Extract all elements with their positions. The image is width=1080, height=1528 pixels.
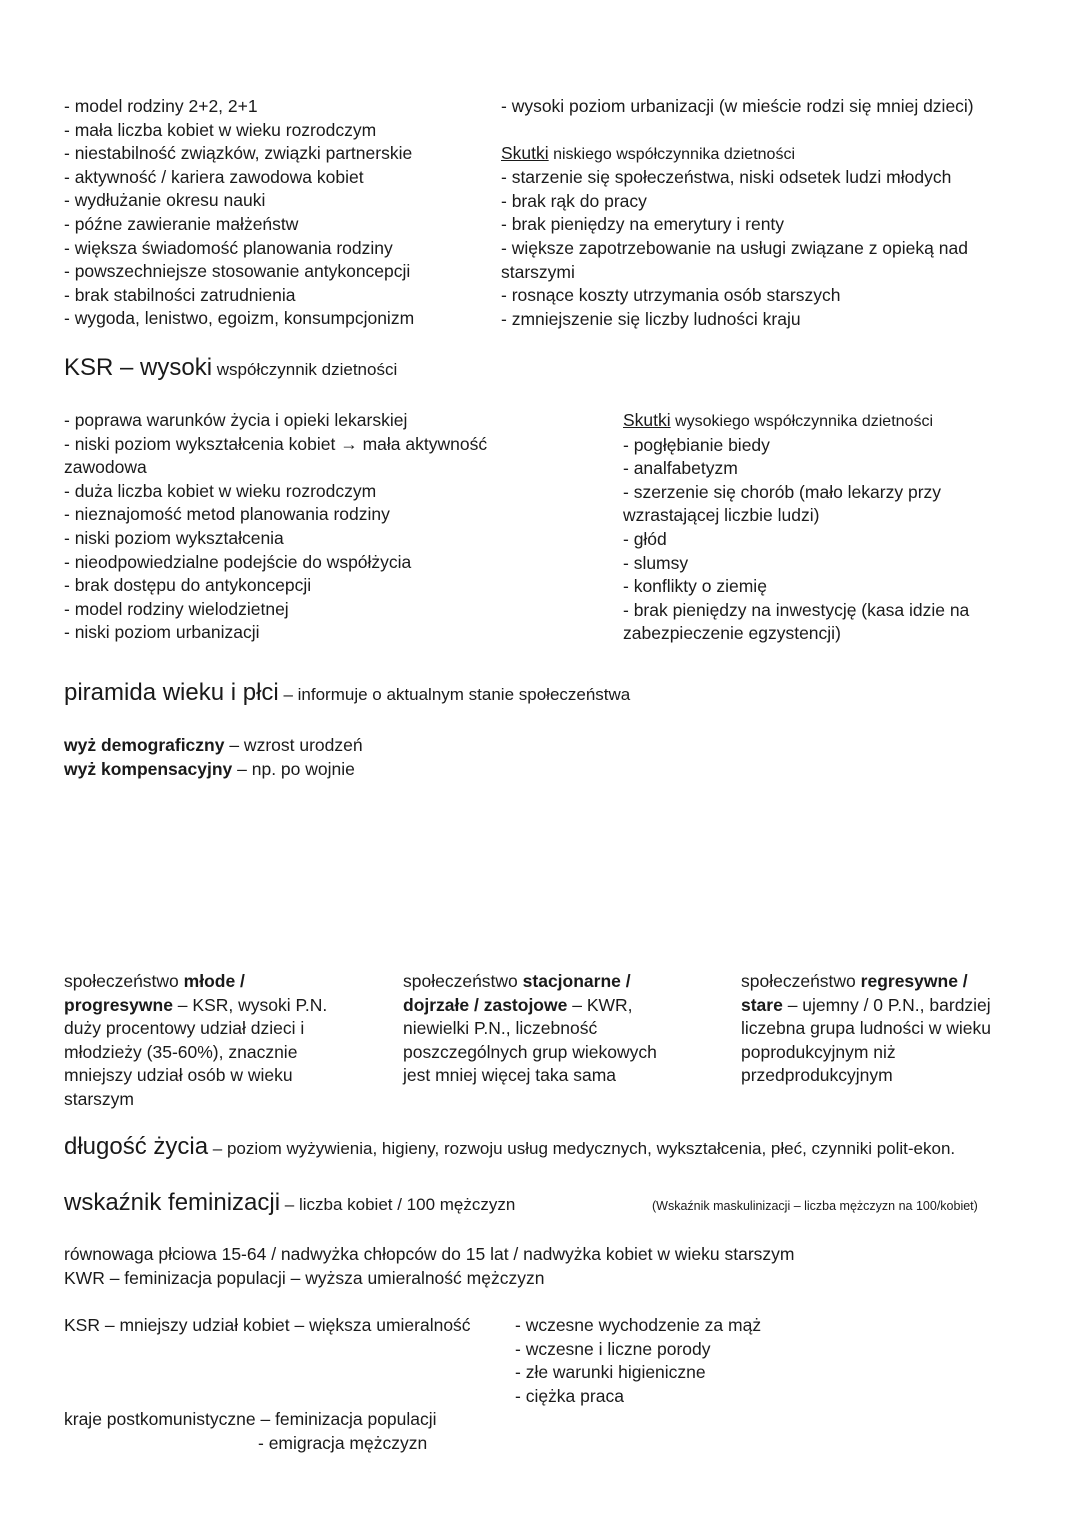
list-item: - nieznajomość metod planowania rodziny <box>64 504 390 525</box>
list-item: - rosnące koszty utrzymania osób starszych <box>501 285 841 306</box>
list-item: - brak pieniędzy na inwestycję (kasa idzie na <box>623 599 970 620</box>
list-item: - wygoda, lenistwo, egoizm, konsumpcjonizm <box>64 308 415 329</box>
col-bold: regresywne / stare <box>741 971 968 1015</box>
piramida-heading-big: piramida wieku i płci <box>64 679 279 706</box>
definition: – wzrost urodzeń <box>224 735 363 755</box>
list-item: - brak dostępu do antykoncepcji <box>64 575 312 596</box>
piramida-heading-rest: – informuje o aktualnym stanie społeczeństwa <box>278 685 631 704</box>
skutki-word: Skutki <box>623 410 671 430</box>
list-item: - wysoki poziom urbanizacji (w mieście rodzi się mniej dzieci) <box>501 96 974 116</box>
skutki-rest: niskiego współczynnika dzietności <box>548 145 795 163</box>
high-fertility-effects <box>623 409 969 646</box>
term: wyż demograficzny <box>64 735 225 755</box>
society-regressive-column <box>741 970 1009 1088</box>
wskaznik-big: wskaźnik feminizacji <box>64 1189 281 1216</box>
col-pre: społeczeństwo <box>64 971 184 991</box>
society-young-column <box>64 970 334 1112</box>
wskaznik-feminizacji-heading <box>64 1189 515 1217</box>
low-fertility-right-column <box>501 95 974 331</box>
col-bold: młode / progresywne <box>64 971 245 1015</box>
list-item: - niestabilność związków, związki partnerskie <box>64 143 413 164</box>
ksr-feminization-line: KSR – mniejszy udział kobiet – większa umieralność <box>64 1315 471 1335</box>
wyz-kompensacyjny <box>64 758 363 782</box>
skutki-rest: wysokiego współczynnika dzietności <box>670 413 933 430</box>
list-item: - wczesne i liczne porody <box>515 1338 711 1359</box>
list-item: - większa świadomość planowania rodziny <box>64 237 393 258</box>
list-item: starszymi <box>501 261 575 282</box>
list-item: zawodowa <box>64 457 147 478</box>
ksr-heading-big: KSR – wysoki <box>64 354 213 381</box>
list-item: zabezpieczenie egzystencji) <box>623 623 841 644</box>
list-item: - wczesne wychodzenie za mąż <box>515 1315 762 1335</box>
list-item: - duża liczba kobiet w wieku rozrodczym <box>64 480 377 501</box>
wyz-definitions <box>64 734 363 781</box>
term: wyż kompensacyjny <box>64 758 233 779</box>
ksr-heading <box>64 354 397 382</box>
dlugosc-big: długość życia <box>64 1133 209 1160</box>
postkom-subline: - emigracja mężczyzn <box>258 1433 428 1453</box>
high-fertility-causes-list <box>64 409 487 645</box>
wyz-demograficzny <box>64 734 363 758</box>
list-item: - mała liczba kobiet w wieku rozrodczym <box>64 119 377 140</box>
list-item: - niski poziom wykształcenia kobiet → mała aktywność <box>64 433 488 454</box>
list-item: - model rodziny 2+2, 2+1 <box>64 96 258 116</box>
text-line: KWR – feminizacja populacji – wyższa umieralność mężczyzn <box>64 1267 545 1288</box>
society-stationary-column <box>403 970 671 1088</box>
skutki-word: Skutki <box>501 142 549 163</box>
col-rest: – KWR, niewielki P.N., liczebność poszczególnych grup wiekowych jest mniej więcej taka sama <box>403 994 657 1086</box>
definition: – np. po wojnie <box>232 758 355 779</box>
col-rest: – KSR, wysoki P.N. duży procentowy udział dzieci i młodzieży (35-60%), znacznie mniejszy udział osób w wieku starszym <box>64 994 328 1109</box>
list-item: - głód <box>623 528 667 549</box>
piramida-heading <box>64 679 630 707</box>
postkom-line: kraje postkomunistyczne – feminizacja populacji <box>64 1409 437 1429</box>
ksr-feminization-reasons <box>515 1314 761 1408</box>
list-item: - niski poziom urbanizacji <box>64 622 260 643</box>
list-item: - powszechniejsze stosowanie antykoncepcji <box>64 261 411 282</box>
list-item: - pogłębianie biedy <box>623 434 770 455</box>
list-item: - brak pieniędzy na emerytury i renty <box>501 214 785 235</box>
list-item: - konflikty o ziemię <box>623 576 767 597</box>
wskaznik-rest: – liczba kobiet / 100 mężczyzn <box>280 1195 516 1214</box>
col-pre: społeczeństwo <box>403 971 523 991</box>
list-item: - nieodpowiedzialne podejście do współżycia <box>64 551 412 572</box>
skutki-high-heading <box>623 409 969 434</box>
text-line: równowaga płciowa 15-64 / nadwyżka chłopców do 15 lat / nadwyżka kobiet w wieku starszym <box>64 1244 795 1264</box>
col-pre: społeczeństwo <box>741 971 861 991</box>
list-item: - model rodziny wielodzietnej <box>64 598 289 619</box>
list-item: - późne zawieranie małżeństw <box>64 213 299 234</box>
list-item: - szerzenie się chorób (mało lekarzy przy <box>623 481 942 502</box>
list-item: - poprawa warunków życia i opieki lekarskiej <box>64 410 408 430</box>
list-item: - wydłużanie okresu nauki <box>64 190 266 211</box>
low-fertility-causes-list <box>64 95 414 331</box>
list-item: - analfabetyzm <box>623 458 738 479</box>
list-item: - brak rąk do pracy <box>501 190 647 211</box>
list-item: - starzenie się społeczeństwa, niski odsetek ludzi młodych <box>501 167 952 188</box>
dlugosc-zycia-heading <box>64 1133 955 1161</box>
list-item: - niski poziom wykształcenia <box>64 527 284 548</box>
col-bold: stacjonarne / dojrzałe / zastojowe <box>403 971 631 1015</box>
dlugosc-rest: – poziom wyżywienia, higieny, rozwoju usług medycznych, wykształcenia, płeć, czynniki polit-ekon. <box>208 1139 956 1158</box>
list-item: - złe warunki higieniczne <box>515 1362 706 1383</box>
skutki-low-heading <box>501 142 974 167</box>
col-rest: – ujemny / 0 P.N., bardziej liczebna grupa ludności w wieku poprodukcyjnym niż przedprodukcyjnym <box>741 994 991 1086</box>
list-item: - brak stabilności zatrudnienia <box>64 284 296 305</box>
list-item: - slumsy <box>623 552 689 573</box>
list-item: - aktywność / kariera zawodowa kobiet <box>64 166 364 187</box>
rownowaga-block <box>64 1243 795 1290</box>
list-item: - zmniejszenie się liczby ludności kraju <box>501 308 801 329</box>
maskulinizacja-note: (Wskaźnik maskulinizacji – liczba mężczyzn na 100/kobiet) <box>652 1199 978 1213</box>
ksr-heading-small: współczynnik dzietności <box>212 360 398 379</box>
list-item: - większe zapotrzebowanie na usługi związane z opieką nad <box>501 237 968 258</box>
list-item: wzrastającej liczbie ludzi) <box>623 505 820 526</box>
list-item: - ciężka praca <box>515 1385 624 1406</box>
